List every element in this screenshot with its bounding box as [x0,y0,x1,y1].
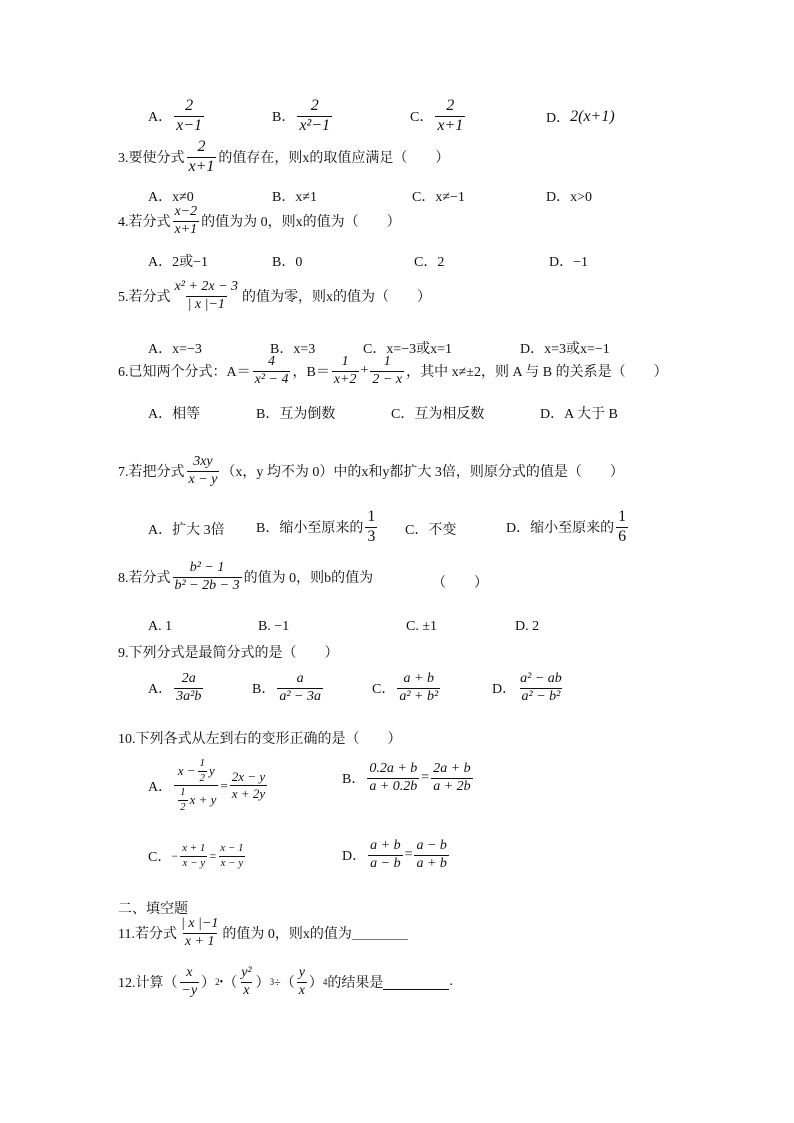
question-8-stem [118,561,373,593]
stem-suffix: 的值为 0，则b的值为 [243,571,374,587]
numerator: 2a + b [433,761,471,776]
denominator: a² + b² [399,688,439,704]
option-label: D． [492,682,517,698]
stem-suffix: 的值存在，则x的取值应满足（ ） [218,151,450,167]
fraction [187,139,217,176]
denominator: x − y [188,471,218,487]
q3-option-d: D．x>0 [546,190,593,205]
q5-option-b: B．x=3 [270,342,316,357]
stem-suffix: 的值为 0，则x的值为 [222,927,352,943]
fraction-1 [180,966,200,998]
numerator [176,758,217,785]
q9-option-b [252,672,325,704]
option-label: B． [272,110,296,126]
fraction [173,561,242,593]
numerator: b² − 1 [189,560,225,575]
question-11-stem [118,917,408,949]
denominator: 6 [618,527,627,545]
stem-suffix: 的值为零，则x的值为（ ） [242,290,432,306]
complex-fraction [174,758,218,813]
exponent: 3 [269,977,275,988]
rhs-fraction [414,839,448,871]
stem-prefix: 3.要使分式 [118,151,185,167]
q6-option-d: D．A 大于 B [540,407,618,422]
question-12-stem [118,966,453,998]
fraction [397,672,440,704]
denominator: x + 1 [184,933,215,949]
q8-option-c: C. ±1 [406,619,438,634]
denominator: x+1 [174,221,198,237]
fraction [173,205,200,237]
q2-option-b [272,98,334,135]
fraction [174,672,203,704]
paren-open: （ [280,976,295,992]
denominator: a − b [370,855,401,871]
q2-option-a [148,98,206,135]
stem-suffix: （x，y 均不为 0）中的x和y都扩大 3倍，则原分式的值是（ ） [221,465,624,481]
paren-open: （ [223,976,238,992]
numerator: a + b [370,838,401,853]
q10-option-d [342,839,451,871]
stem-prefix: 4.若分式 [118,215,171,231]
fraction-a [253,355,291,387]
q6-option-c: C．互为相反数 [391,407,485,422]
numerator: 2a [181,671,196,686]
option-label: C． [372,682,396,698]
stem-prefix: 7.若把分式 [118,465,185,481]
numerator: 1 [341,354,349,369]
q6-option-b: B．互为倒数 [256,407,336,422]
stem-mid: ，B＝ [292,365,330,381]
q5-option-d: D．x=3或x=−1 [520,342,610,357]
denominator: x − y [220,856,244,869]
answer-blank[interactable] [383,975,449,990]
stem-suffix: 的值为为 0，则x的值为（ ） [201,215,401,231]
fraction [173,280,241,312]
answer-blank[interactable]: ＿＿＿＿ [351,927,408,943]
numerator: 1 [199,757,206,769]
q3-option-a: A．x≠0 [148,190,194,205]
denominator: x+1 [188,157,215,175]
rhs-fraction [431,762,472,794]
numerator: y [298,965,305,980]
question-5-stem [118,280,431,312]
answer-parentheses: （ ） [432,576,488,591]
numerator: x² + 2x − 3 [174,279,239,294]
q6-option-a: A．相等 [148,407,201,422]
option-label: B． [342,772,366,788]
equals-sign: = [209,848,217,863]
question-4-stem [118,205,401,237]
option-label: D． [546,111,571,126]
equals-sign: = [404,847,413,863]
q9-option-d [492,672,566,704]
expression: 2(x+1) [570,108,615,125]
q7-option-c: C．不变 [405,523,457,538]
numerator: a − b [416,838,447,853]
denominator: a + b [416,855,447,871]
numerator: 2 [185,97,194,114]
numerator: x − 1 [220,842,244,854]
denominator: | x |−1 [187,296,225,312]
numerator: a + b [403,671,434,686]
exponent: 4 [322,977,328,988]
q10-option-c [148,843,248,869]
question-7-stem [118,455,624,487]
option-label: D． [342,849,367,865]
stem-suffix: ，其中 x≠±2，则 A 与 B 的关系是（ ） [406,365,668,381]
denominator: a² − 3a [279,688,321,704]
q10-option-b [342,762,475,794]
paren-close: ） [201,976,216,992]
denominator: a² − b² [521,688,561,704]
denominator: x − y [182,856,206,869]
denominator: x−1 [176,116,203,134]
plus-sign: + [360,363,369,379]
q9-option-a [148,672,205,704]
q8-option-a: A. 1 [148,619,173,634]
numerator: | x |−1 [180,916,219,931]
stem-prefix: 6.已知两个分式：A＝ [118,365,251,381]
q4-option-b: B．0 [272,255,303,270]
fraction [616,509,628,546]
option-label: B． [252,682,276,698]
fraction [174,98,204,135]
fraction [518,672,564,704]
numerator: 2 [197,138,206,155]
question-6-stem [118,355,668,387]
period: . [449,974,453,990]
numerator: x [186,965,193,980]
fraction [179,917,220,949]
denominator: x² − 4 [254,371,289,387]
numerator-y: y [209,763,215,779]
denominator: x+2 [333,371,357,387]
rhs-fraction [218,843,245,869]
denominator: 2 [199,771,206,784]
q5-option-c: C．x=−3或x=1 [363,342,453,357]
question-9-stem: 9.下列分式是最简分式的是（ ） [118,646,339,661]
divide-operator: ÷ [274,974,281,989]
stem-prefix: 8.若分式 [118,571,171,587]
denominator: a + 2b [433,778,471,794]
stem-suffix: 的结果是 [327,976,384,992]
numerator: a [296,671,304,686]
q2-option-d [546,107,615,127]
lhs-fraction [367,762,419,794]
numerator: 2 [446,97,455,114]
rhs-fraction [230,770,267,800]
numerator: 2 [310,97,319,114]
half-fraction [198,758,208,784]
q7-option-d [506,509,630,546]
q3-option-b: B．x≠1 [272,190,318,205]
fraction [297,98,332,135]
numerator: y² [241,965,252,980]
question-3-stem [118,139,449,176]
q4-option-c: C．2 [414,255,445,270]
q3-option-c: C．x≠−1 [412,190,465,205]
equals-sign: = [421,770,430,786]
q5-option-a: A．x=−3 [148,342,202,357]
denominator: 2 [180,800,186,813]
numerator: 1 [618,508,627,525]
q8-option-d: D. 2 [515,619,540,634]
fraction-3 [297,966,307,998]
q10-option-a [148,758,269,813]
numerator: 1 [367,508,376,525]
paren-close: ） [255,976,270,992]
numerator: a² − ab [520,671,562,686]
fraction-b1 [332,355,359,387]
q2-option-c [410,98,467,135]
exponent: 2 [215,977,220,988]
dot-operator: • [219,976,224,988]
denominator: 3a²b [176,688,202,704]
option-text: B．缩小至原来的 [256,521,364,537]
fraction-b2 [370,355,404,387]
q7-option-a: A．扩大 3倍 [148,523,225,538]
minus-sign: − [171,848,179,863]
numerator: 4 [268,354,276,369]
q8-option-b: B. −1 [258,619,290,634]
numerator: 1 [180,786,186,799]
q9-option-c [372,672,442,704]
numerator: x + 1 [182,842,206,854]
denominator: x [298,982,305,998]
stem-prefix: 5.若分式 [118,290,171,306]
lhs-fraction [368,839,402,871]
denominator: 3 [367,527,376,545]
numerator: 2x − y [231,769,266,785]
denominator: a + 0.2b [369,778,418,794]
numerator-x: x − [177,763,196,779]
fraction [365,509,377,546]
numerator: 0.2a + b [369,761,418,776]
option-label: A． [148,779,173,795]
denominator: −y [181,982,198,998]
denominator [174,785,218,813]
denominator: b² − 2b − 3 [174,577,240,593]
option-text: D．缩小至原来的 [506,521,615,537]
numerator: x−2 [174,204,198,219]
fraction [277,672,323,704]
fraction-2 [239,966,253,998]
denominator: x [243,982,250,998]
stem-prefix: 11.若分式 [118,927,177,943]
option-label: C． [148,850,172,866]
question-10-stem: 10.下列各式从左到右的变形正确的是（ ） [118,732,402,747]
denominator-rest: x + y [189,792,217,808]
numerator: 3xy [193,454,213,469]
denominator: x+1 [437,116,464,134]
section-title: 二、填空题 [118,902,188,917]
fraction [435,98,465,135]
numerator: 1 [383,354,391,369]
equals-sign: = [220,777,228,793]
fraction [187,455,220,487]
paren-close: ） [308,976,323,992]
q4-option-d: D．−1 [549,255,589,270]
option-label: C． [410,110,434,126]
option-label: A． [148,682,173,698]
lhs-fraction [180,843,207,869]
q7-option-b [256,509,379,546]
denominator: 2 − x [372,371,403,387]
half-fraction [178,787,188,813]
option-label: A． [148,110,173,126]
denominator: x²−1 [299,116,331,134]
stem-prefix: 12.计算（ [118,976,178,992]
denominator: x + 2y [231,786,266,802]
q4-option-a: A．2或−1 [148,255,209,270]
